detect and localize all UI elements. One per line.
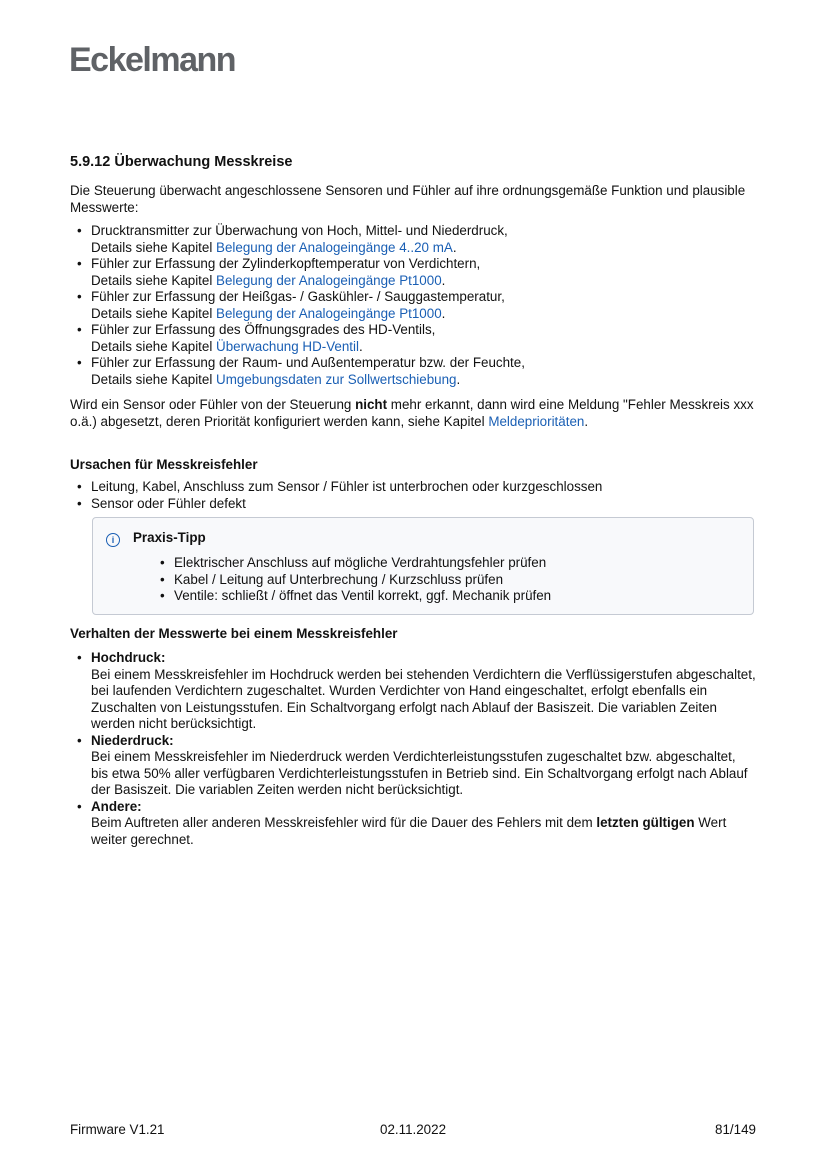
chapter-link[interactable]: Belegung der Analogeingänge Pt1000 [216, 305, 442, 321]
list-item: • Elektrischer Anschluss auf mögliche Verdrahtungsfehler prüfen [153, 555, 551, 572]
list-item: • Sensor oder Fühler defekt [70, 496, 760, 513]
chapter-link[interactable]: Belegung der Analogeingänge 4..20 mA [216, 239, 453, 255]
behavior-list [70, 650, 756, 848]
list-item [70, 733, 756, 799]
list-item [70, 799, 756, 849]
eckelmann-logo: Eckelmann [69, 41, 236, 79]
list-item: • Fühler zur Erfassung des Öffnungsgrades des HD-Ventils, Details siehe Kapitel Überwachung HD-Ventil. [70, 322, 760, 355]
behavior-heading: Verhalten der Messwerte bei einem Messkreisfehler [70, 626, 398, 641]
list-item: • Kabel / Leitung auf Unterbrechung / Kurzschluss prüfen [153, 572, 551, 589]
item-prefix: Details siehe Kapitel [91, 338, 217, 354]
item-text: Bei einem Messkreisfehler im Niederdruck werden Verdichterleistungsstufen zugeschaltet bzw. abgeschaltet, bis etwa 50% aller verfügbaren Verdichterleistungsstufen in Betrieb sind. Ein Schaltvorgang erfolgt nach Ablauf der Basiszeit. Die variablen Zeiten werden nicht berücksichtigt. [91, 749, 748, 797]
list-item [70, 650, 756, 733]
footer-version: Firmware V1.21 [70, 1122, 165, 1137]
item-text: Fühler zur Erfassung der Heißgas- / Gaskühler- / Sauggastemperatur, [91, 289, 505, 304]
causes-list [70, 479, 760, 512]
tip-title: Praxis-Tipp [133, 530, 206, 545]
chapter-link[interactable]: Umgebungsdaten zur Sollwertschiebung [216, 371, 457, 387]
list-item: • Fühler zur Erfassung der Heißgas- / Gaskühler- / Sauggastemperatur, Details siehe Kapitel Belegung der Analogeingänge Pt1000. [70, 289, 760, 322]
tip-box [92, 517, 754, 615]
intro-paragraph: Die Steuerung überwacht angeschlossene Sensoren und Fühler auf ihre ordnungsgemäße Funktion und plausible Messwerte: [70, 183, 746, 215]
causes-heading: Ursachen für Messkreisfehler [70, 457, 258, 472]
info-icon: i [106, 533, 120, 547]
sensor-list [70, 223, 760, 388]
item-label: Hochdruck: [91, 650, 166, 665]
text: mehr erkannt, dann wird eine Meldung "Fehler Messkreis xxx o.ä.) abgesetzt, deren Priorität konfiguriert werden kann, siehe Kapitel [70, 397, 754, 429]
footer-date: 02.11.2022 [380, 1122, 447, 1137]
section-heading: 5.9.12 Überwachung Messkreise [70, 154, 293, 170]
item-text: Fühler zur Erfassung der Zylinderkopftemperatur von Verdichtern, [91, 256, 481, 271]
bold-text: letzten gültigen [596, 815, 695, 830]
item-prefix: Details siehe Kapitel [91, 371, 217, 387]
item-text: Drucktransmitter zur Überwachung von Hoch, Mittel- und Niederdruck, [91, 223, 508, 238]
bold-text: nicht [355, 397, 388, 412]
list-item: • Fühler zur Erfassung der Zylinderkopftemperatur von Verdichtern, Details siehe Kapitel Belegung der Analogeingänge Pt1000. [70, 256, 760, 289]
item-prefix: Details siehe Kapitel [91, 239, 217, 255]
chapter-link[interactable]: Überwachung HD-Ventil [216, 338, 359, 354]
list-item: • Leitung, Kabel, Anschluss zum Sensor / Fühler ist unterbrochen oder kurzgeschlossen [70, 479, 760, 496]
notice-paragraph: Wird ein Sensor oder Fühler von der Steuerung nicht mehr erkannt, dann wird eine Meldung "Fehler Messkreis xxx o.ä.) abgesetzt, deren Priorität konfiguriert werden kann, siehe Kapitel Meldeprioritäten. [70, 397, 754, 429]
item-label: Andere: [91, 798, 142, 814]
chapter-link[interactable]: Meldeprioritäten [488, 413, 585, 429]
tip-list [153, 555, 551, 605]
item-label: Niederdruck: [91, 732, 174, 748]
text: Wird ein Sensor oder Fühler von der Steuerung [70, 397, 356, 412]
item-text: Fühler zur Erfassung der Raum- und Außentemperatur bzw. der Feuchte, [91, 355, 525, 370]
item-text: Fühler zur Erfassung des Öffnungsgrades des HD-Ventils, [91, 322, 436, 337]
item-text: Beim Auftreten aller anderen Messkreisfehler wird für die Dauer des Fehlers mit dem [91, 815, 597, 830]
chapter-link[interactable]: Belegung der Analogeingänge Pt1000 [216, 272, 442, 288]
list-item: • Drucktransmitter zur Überwachung von Hoch, Mittel- und Niederdruck, Details siehe Kapitel Belegung der Analogeingänge 4..20 mA. [70, 223, 760, 256]
item-text: Wert weiter gerechnet. [91, 815, 727, 847]
list-item: • Ventile: schließt / öffnet das Ventil korrekt, ggf. Mechanik prüfen [153, 588, 551, 605]
item-prefix: Details siehe Kapitel [91, 272, 217, 288]
item-prefix: Details siehe Kapitel [91, 305, 217, 321]
list-item: • Fühler zur Erfassung der Raum- und Außentemperatur bzw. der Feuchte, Details siehe Kapitel Umgebungsdaten zur Sollwertschiebung. [70, 355, 760, 388]
item-text: Bei einem Messkreisfehler im Hochdruck werden bei stehenden Verdichtern die Verflüssigerstufen abgeschaltet, bei laufenden Verdichtern zugeschaltet. Wurden Verdichter von Hand eingeschaltet, erfolgt ebenfalls ein Zuschalten von Leistungsstufen. Ein Schaltvorgang erfolgt nach Ablauf der Basiszeit. Die variablen Zeiten werden nicht berücksichtigt. [91, 666, 756, 731]
footer-page-number: 81/149 [715, 1122, 756, 1137]
